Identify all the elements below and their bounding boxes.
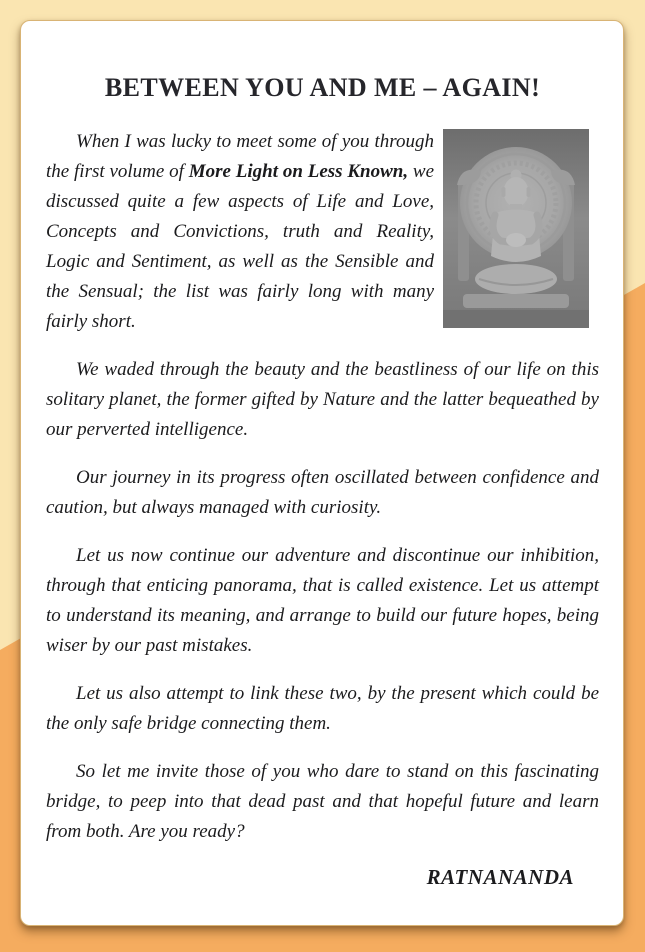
book-title-bold: More Light on Less Known, (188, 160, 409, 182)
paragraph-1-text-post: we discussed quite a few aspects of Life and Love, Concepts and Convictions, truth and Reality, Logic and Sentiment, as well as the Sensible and the Sensual; the list was fairly long with many fairly short. (46, 160, 435, 332)
page (20, 20, 624, 926)
paragraph-4: Let us now continue our adventure and discontinue our inhibition, through that enticing panorama, that is called existence. Let us attempt to understand its meaning, and arrange to build our future hopes, being wiser by our past mistakes. (46, 544, 599, 656)
paragraph-2: We waded through the beauty and the beastliness of our life on this solitary planet, the former gifted by Nature and the latter bequeathed by our perverted intelligence. (46, 358, 599, 440)
paragraph-1-text-pre: When I was lucky to meet some of you through the first volume of (46, 130, 434, 182)
author-signature: RATNANANDA (426, 864, 574, 889)
paragraph-1 (46, 127, 599, 337)
paragraph-3: Our journey in its progress often oscillated between confidence and caution, but always managed with curiosity. (46, 466, 599, 518)
paragraph-6: So let me invite those of you who dare to stand on this fascinating bridge, to peep into that dead past and that hopeful future and learn from both. Are you ready? (46, 760, 599, 842)
page-title: BETWEEN YOU AND ME – AGAIN! (104, 73, 541, 102)
paragraph-5: Let us also attempt to link these two, by the present which could be the only safe bridge connecting them. (46, 682, 599, 734)
buddha-statue-image (443, 129, 589, 328)
